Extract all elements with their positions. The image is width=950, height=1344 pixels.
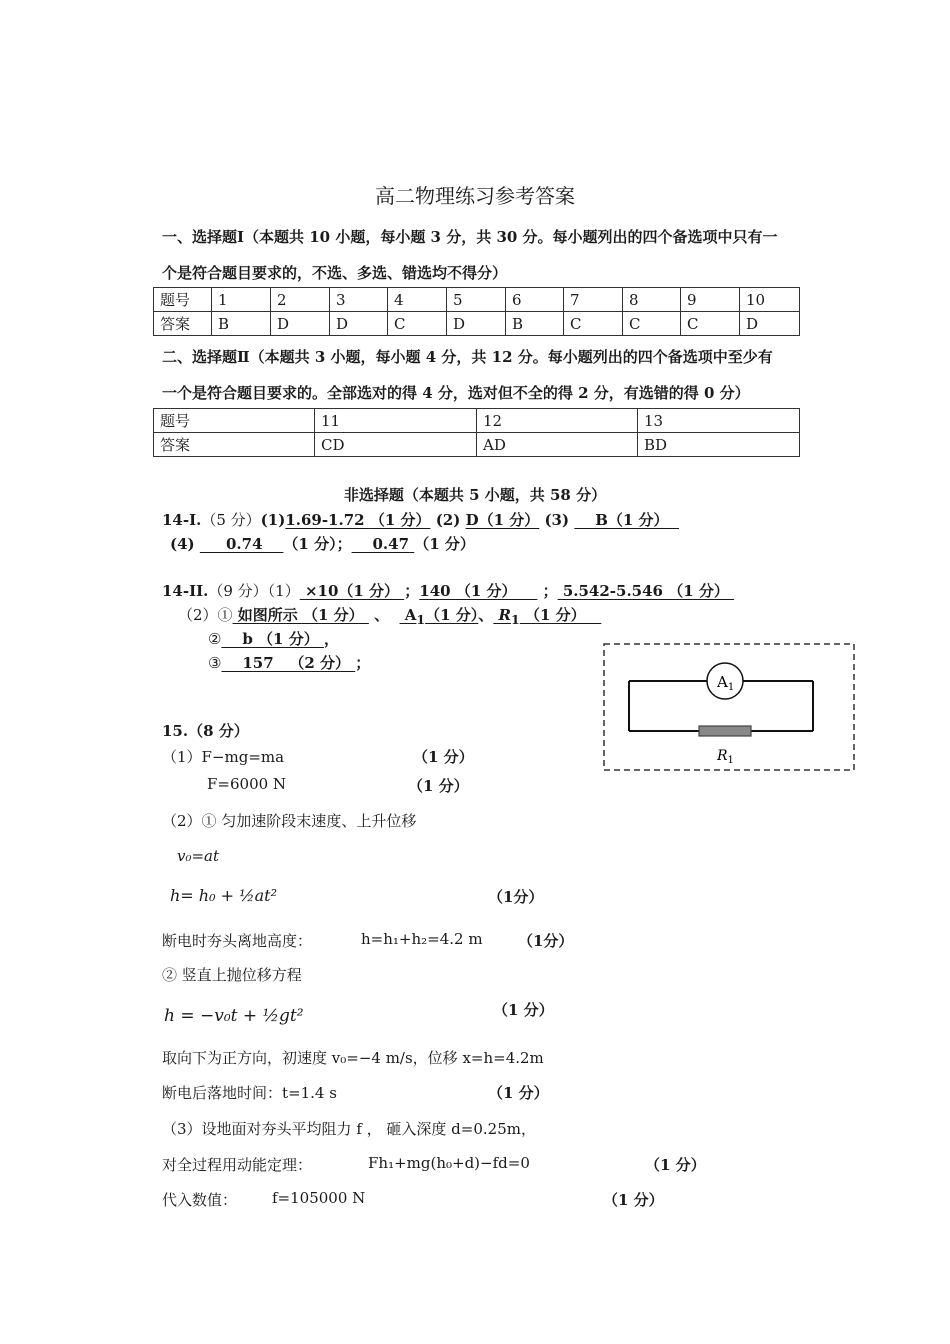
q15-eq4-score: （1分） (488, 888, 544, 906)
q14i-answer4: 0.74 (199, 535, 284, 553)
q14ii-sep3: 、 (368, 606, 400, 624)
table-row-numbers (154, 288, 800, 312)
q14ii-answer5-main: A (399, 606, 417, 624)
table-cell: 11 (315, 409, 477, 433)
page-title: 高二物理练习参考答案 (375, 184, 575, 208)
table-cell: C (623, 312, 681, 336)
q14i-part1: (1) (260, 511, 286, 529)
q15-height-score: （1分） (518, 932, 574, 950)
q15-value-eq: f=105000 N (272, 1189, 366, 1207)
resistor-label: $R_1$ (717, 748, 734, 766)
table-cell: 6 (506, 288, 564, 312)
q14i-label: 14-I. (162, 511, 202, 529)
q15-eq5-score: （1 分） (493, 1001, 554, 1019)
table-cell: C (388, 312, 447, 336)
section2-answer-table (153, 408, 800, 457)
section1-heading-line1: 一、选择题Ⅰ（本题共 10 小题，每小题 3 分，共 30 分。每小题列出的四个备选项中只有一 (162, 228, 778, 246)
table-cell: 9 (681, 288, 740, 312)
q14ii-line1 (162, 580, 734, 601)
q14i-line2 (170, 533, 475, 554)
table-cell: 13 (638, 409, 800, 433)
q14ii-sep1: ； (404, 582, 420, 600)
table-cell: B (506, 312, 564, 336)
q14ii-answer5-sub: 1 (416, 612, 426, 627)
q14i-score5: （1 分） (414, 535, 475, 553)
q14ii-answer3: 5.542-5.546 （1 分） (557, 582, 735, 600)
table-cell: D (330, 312, 388, 336)
q14ii-answer6 (493, 606, 602, 627)
table-row-answers (154, 312, 800, 336)
table-cell: D (447, 312, 506, 336)
table-cell: BD (638, 433, 800, 457)
q14ii-answer6-main: R (493, 606, 512, 624)
table-cell: B (212, 312, 271, 336)
q14ii-score: （9 分）（1） (208, 582, 300, 600)
q14ii-answer4: 如图所示 （1 分） (232, 606, 369, 624)
q15-eq4: h= h₀ + ½at² (170, 886, 277, 905)
q14i-score1: （1 分） (369, 511, 431, 529)
q14ii-answer6-sub: 1 (511, 612, 520, 627)
q15-throw-heading: ② 竖直上抛位移方程 (162, 966, 302, 984)
q14ii-answer8: 157 （2 分） (221, 654, 356, 672)
row-label-number: 题号 (154, 409, 315, 433)
q15-eq1-score: （1 分） (413, 748, 474, 766)
q14ii-answer5 (399, 606, 479, 627)
table-cell: 1 (212, 288, 271, 312)
table-cell: C (564, 312, 623, 336)
q14i-score4: （1 分）； (283, 535, 352, 553)
table-cell: D (271, 312, 330, 336)
q15-direction-text: 取向下为正方向，初速度 v₀=−4 m/s，位移 x=h=4.2m (162, 1049, 544, 1067)
q14i-answer2: D（1 分） (465, 511, 540, 529)
q14ii-sep4: 、 (478, 606, 494, 624)
q14i-line1 (162, 509, 679, 530)
q15-energy-score: （1 分） (645, 1156, 706, 1174)
q14ii-part-c-prefix: ③ (208, 654, 222, 672)
table-cell: 7 (564, 288, 623, 312)
q15-part2-heading: （2）① 匀加速阶段末速度、上升位移 (162, 812, 417, 830)
section2-heading-line1: 二、选择题Ⅱ（本题共 3 小题，每小题 4 分，共 12 分。每小题列出的四个备选项中至少有 (162, 348, 773, 366)
q14i-score: （5 分） (201, 511, 261, 529)
q14ii-answer1: ×10（1 分） (299, 582, 405, 600)
table-cell: C (681, 312, 740, 336)
q15-time-text: 断电后落地时间：t=1.4 s (162, 1084, 337, 1102)
q14ii-answer5-score: （1 分） (425, 606, 479, 624)
resistor-icon (699, 726, 751, 736)
q14ii-answer7: b （1 分） (221, 630, 324, 648)
q15-eq5: h = −v₀t + ½gt² (164, 1006, 304, 1026)
q14i-answer1: 1.69-1.72 (285, 511, 370, 529)
table-cell: 8 (623, 288, 681, 312)
table-cell: 3 (330, 288, 388, 312)
q14i-answer5: 0.47 (351, 535, 415, 553)
table-cell: D (740, 312, 800, 336)
table-cell: CD (315, 433, 477, 457)
q14ii-answer2: 140 （1 分） (419, 582, 538, 600)
q15-eq2-score: （1 分） (408, 777, 469, 795)
q14i-part4: (4) (170, 535, 200, 553)
section1-answer-table (153, 287, 800, 336)
q14ii-part-b-prefix: ② (208, 630, 222, 648)
q15-value-text: 代入数值： (162, 1191, 238, 1209)
q15-eq2: F=6000 N (207, 775, 287, 793)
q14ii-answer6-score: （1 分） (519, 606, 602, 624)
q15-eq1: （1）F−mg=ma (162, 748, 285, 766)
q14ii-line4-tail: ； (355, 654, 371, 672)
row-label-number: 题号 (154, 288, 212, 312)
ammeter-label: $A_1$ (717, 673, 735, 693)
section1-heading-line2: 个是符合题目要求的，不选、多选、错选均不得分） (162, 264, 508, 282)
q14ii-label: 14-II. (162, 582, 209, 600)
row-label-answer: 答案 (154, 433, 315, 457)
table-cell: 5 (447, 288, 506, 312)
table-cell: 10 (740, 288, 800, 312)
table-cell: 2 (271, 288, 330, 312)
table-row-answers (154, 433, 800, 457)
circuit-diagram (603, 643, 855, 771)
section2-heading-line2: 一个是符合题目要求的。全部选对的得 4 分，选对但不全的得 2 分，有选错的得 0 分） (162, 384, 750, 402)
q14ii-line3 (208, 628, 339, 649)
q15-height-eq: h=h₁+h₂=4.2 m (361, 930, 483, 948)
q14ii-line2 (178, 604, 601, 627)
q14ii-sep2: ； (537, 582, 558, 600)
table-cell: 4 (388, 288, 447, 312)
table-row-numbers (154, 409, 800, 433)
table-cell: AD (477, 433, 638, 457)
q15-energy-eq: Fh₁+mg(h₀+d)−fd=0 (368, 1154, 530, 1172)
q14ii-line3-tail: ， (323, 630, 339, 648)
q14ii-part2-prefix: （2）① (178, 606, 233, 624)
section3-heading: 非选择题（本题共 5 小题，共 58 分） (343, 486, 607, 504)
q15-height-text: 断电时夯头离地高度： (162, 932, 313, 950)
q15-value-score: （1 分） (603, 1191, 664, 1209)
q14i-part2: (2) (430, 511, 466, 529)
q15-label: 15.（8 分） (162, 722, 249, 740)
row-label-answer: 答案 (154, 312, 212, 336)
q15-time-score: （1 分） (488, 1084, 549, 1102)
q15-eq3: v₀=at (177, 847, 220, 865)
q15-part3-text: （3）设地面对夯头平均阻力 f ， 砸入深度 d=0.25m， (162, 1120, 536, 1138)
q15-energy-text: 对全过程用动能定理： (162, 1156, 313, 1174)
q14ii-line4 (208, 652, 370, 673)
q14i-answer3: B（1 分） (574, 511, 679, 529)
table-cell: 12 (477, 409, 638, 433)
q14i-part3: (3) (539, 511, 575, 529)
